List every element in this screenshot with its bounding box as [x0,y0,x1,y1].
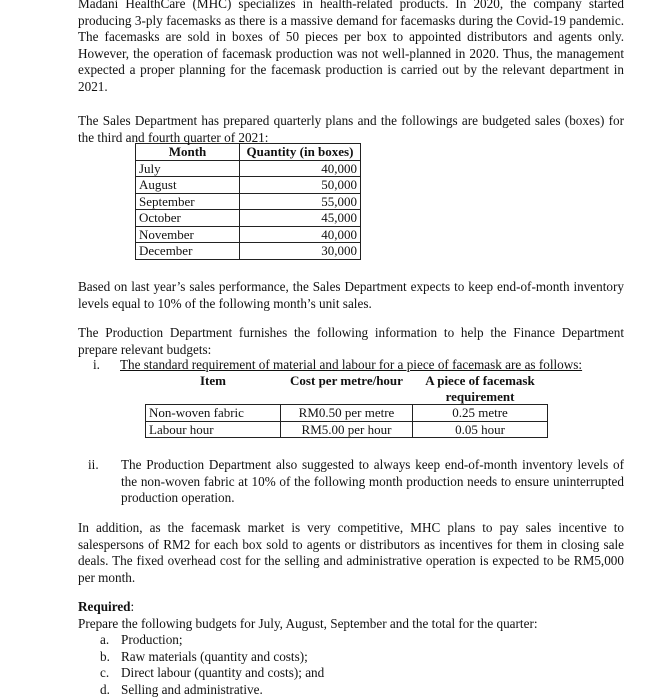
cost-cell: RM5.00 per hour [281,421,413,438]
inventory-paragraph: Based on last year’s sales performance, the Sales Department expects to keep end-of-month inventory levels equal to 10% of the following month’s unit sales. [78,279,624,311]
list-text: Selling and administrative. [121,681,263,697]
cost-cell: RM0.50 per metre [281,405,413,422]
requirement-cell: 0.25 metre [413,405,548,422]
item-cell: Non-woven fabric [146,405,281,422]
table-row [136,193,361,210]
month-cell: September [136,193,240,210]
list-letter: a. [100,632,110,648]
required-intro: Prepare the following budgets for July, August, September and the total for the quarter: [78,615,538,631]
month-cell: November [136,226,240,243]
item-text: The standard requirement of material and labour for a piece of facemask are as follows: [120,357,583,372]
month-cell: October [136,210,240,227]
requirement-cell: 0.05 hour [413,421,548,438]
table-row [136,160,361,177]
list-item [78,665,624,682]
item-cell: Labour hour [146,421,281,438]
table-row [136,243,361,260]
sales-table [135,143,361,260]
required-title: Required [78,599,131,614]
sales-table-header [136,144,361,161]
quantity-cell: 50,000 [240,177,361,194]
intro-paragraph: Madani HealthCare (MHC) specializes in health-related products. In 2020, the company started producing 3-ply facemasks as there is a massive demand for facemasks during the Covid-19 pandemic. The facemasks are sold in boxes of 50 pieces per box to appointed distributors and agents only. However, the operation of facemask production was not well-planned in 2020. Thus, the management expected a proper planning for the facemask production is carried out by the relevant department in 2021. [78,0,624,94]
table-row [136,226,361,243]
month-cell: July [136,160,240,177]
list-text: Raw materials (quantity and costs); [121,648,308,664]
material-table-header [146,373,548,405]
quantity-cell: 55,000 [240,193,361,210]
quantity-header: Quantity (in boxes) [240,144,361,161]
required-section: Required: Prepare the following budgets for July, August, September and the total for the quarter: a. Production; b. Raw materials (quantity and costs); c. Direct labour (quantity and costs); and d. Selling and administrative. [78,599,624,699]
list-letter: b. [100,648,110,664]
month-header: Month [136,144,240,161]
list-text: Production; [121,632,183,648]
production-intro-paragraph: The Production Department furnishes the following information to help the Finance Department prepare relevant budgets: [78,325,624,357]
incentive-paragraph: In addition, as the facemask market is very competitive, MHC plans to pay sales incentive to salespersons of RM2 for each box sold to agents or distributors as incentives for them in closing sale deals. The fixed overhead cost for the selling and administrative operation is expected to be RM5,000 per month. [78,520,624,585]
item-text: The Production Department also suggested to always keep end-of-month inventory levels of the non-woven fabric at 10% of the following month production needs to ensure uninterrupted production operation. [121,457,624,506]
month-cell: December [136,243,240,260]
table-row [136,210,361,227]
quantity-cell: 40,000 [240,160,361,177]
cost-header: Cost per metre/hour [281,373,413,405]
list-item [78,649,624,666]
item-number: i. [93,357,100,372]
table-row [146,421,548,438]
table-row [146,405,548,422]
month-cell: August [136,177,240,194]
quantity-cell: 40,000 [240,226,361,243]
quantity-cell: 30,000 [240,243,361,260]
table-row [136,177,361,194]
requirement-header: A piece of facemask requirement [413,373,548,405]
list-letter: d. [100,681,110,697]
list-item [78,682,624,699]
item-number: ii. [88,457,99,472]
list-text: Direct labour (quantity and costs); and [121,665,325,681]
material-labour-table [145,373,548,438]
list-letter: c. [100,665,110,681]
item-header: Item [146,373,281,405]
required-list [78,632,624,698]
quantity-cell: 45,000 [240,210,361,227]
sales-intro-paragraph: The Sales Department has prepared quarterly plans and the followings are budgeted sales (boxes) for the third and fourth quarter of 2021: [78,113,624,145]
list-item [78,632,624,649]
